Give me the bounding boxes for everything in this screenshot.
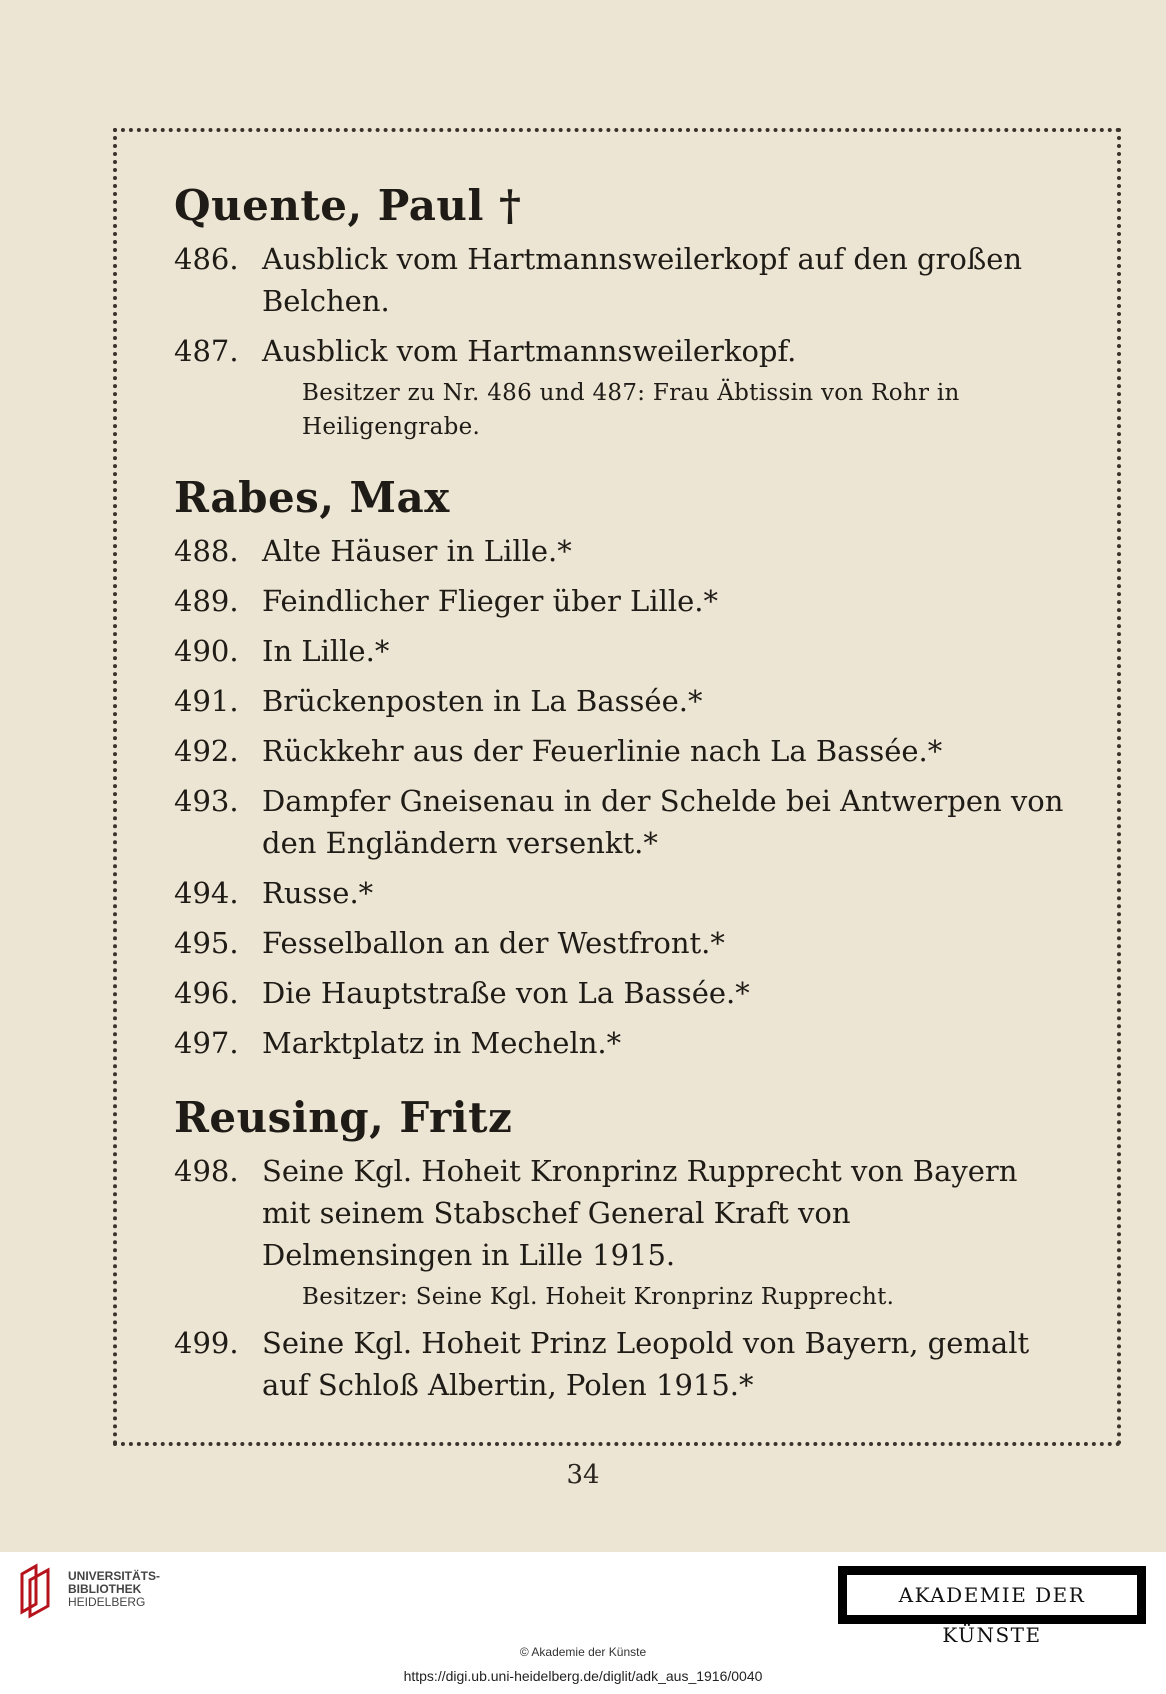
- entry-title: Ausblick vom Hartmannsweilerkopf.: [262, 334, 797, 368]
- entry-number: 491.: [174, 684, 239, 718]
- catalog-entry: [174, 1150, 1064, 1276]
- catalog-content: [174, 178, 1064, 1414]
- entry-number: 492.: [174, 734, 239, 768]
- catalog-entry: [174, 780, 1064, 864]
- catalog-entry: [174, 922, 1064, 964]
- entry-title: Die Hauptstraße von La Bassée.*: [262, 976, 750, 1010]
- owner-note: Besitzer zu Nr. 486 und 487: Frau Äbtissin von Rohr in Heiligengrabe.: [302, 380, 960, 440]
- institution-badge[interactable]: [838, 1566, 1146, 1647]
- catalog-entry: [174, 530, 1064, 572]
- library-logo[interactable]: [14, 1560, 174, 1620]
- entry-title: Marktplatz in Mecheln.*: [262, 1026, 622, 1060]
- catalog-entry: [174, 238, 1064, 322]
- entry-title: Seine Kgl. Hoheit Prinz Leopold von Bayern, gemalt auf Schloß Albertin, Polen 1915.*: [262, 1326, 1030, 1402]
- entry-title: Brückenposten in La Bassée.*: [262, 684, 703, 718]
- permalink-url[interactable]: https://digi.ub.uni-heidelberg.de/diglit/adk_aus_1916/0040: [403, 1668, 763, 1684]
- entry-number: 490.: [174, 634, 239, 668]
- page-number: 34: [566, 1460, 600, 1490]
- catalog-entry: [174, 1322, 1064, 1406]
- entry-number: 486.: [174, 242, 239, 276]
- catalog-entry: [174, 872, 1064, 914]
- entry-number: 493.: [174, 784, 239, 818]
- library-logo-icon: [14, 1560, 58, 1620]
- owner-note: Besitzer: Seine Kgl. Hoheit Kronprinz Rupprecht.: [302, 1284, 895, 1310]
- entry-title: In Lille.*: [262, 634, 390, 668]
- library-name: UNIVERSITÄTS- BIBLIOTHEK HEIDELBERG: [68, 1569, 161, 1609]
- entry-title: Ausblick vom Hartmannsweilerkopf auf den großen Belchen.: [262, 242, 1023, 318]
- copyright-notice: © Akademie der Künste: [519, 1645, 647, 1659]
- entry-title: Feindlicher Flieger über Lille.*: [262, 584, 719, 618]
- author-heading: Quente, Paul †: [174, 181, 522, 230]
- entry-number: 488.: [174, 534, 239, 568]
- entry-number: 495.: [174, 926, 239, 960]
- entry-title: Russe.*: [262, 876, 374, 910]
- entry-title: Fesselballon an der Westfront.*: [262, 926, 725, 960]
- catalog-entry: [174, 1022, 1064, 1064]
- entry-number: 494.: [174, 876, 239, 910]
- entry-title: Rückkehr aus der Feuerlinie nach La Bassée.*: [262, 734, 943, 768]
- entry-number: 497.: [174, 1026, 239, 1060]
- catalog-entry: [174, 680, 1064, 722]
- catalog-entry: [174, 630, 1064, 672]
- entry-title: Dampfer Gneisenau in der Schelde bei Antwerpen von den Engländern versenkt.*: [262, 784, 1064, 860]
- entry-title: Seine Kgl. Hoheit Kronprinz Rupprecht von Bayern mit seinem Stabschef General Kraft von Delmensingen in Lille 1915.: [262, 1154, 1018, 1272]
- catalog-entry: [174, 330, 1064, 372]
- author-heading: Reusing, Fritz: [174, 1093, 513, 1142]
- author-heading: Rabes, Max: [174, 473, 450, 522]
- catalog-entry: [174, 972, 1064, 1014]
- entry-number: 498.: [174, 1154, 239, 1188]
- institution-label: AKADEMIE DER KÜNSTE: [847, 1575, 1137, 1615]
- catalog-entry: [174, 730, 1064, 772]
- entry-number: 499.: [174, 1326, 239, 1360]
- catalog-entry: [174, 580, 1064, 622]
- entry-number: 496.: [174, 976, 239, 1010]
- entry-title: Alte Häuser in Lille.*: [262, 534, 572, 568]
- entry-number: 487.: [174, 334, 239, 368]
- entry-number: 489.: [174, 584, 239, 618]
